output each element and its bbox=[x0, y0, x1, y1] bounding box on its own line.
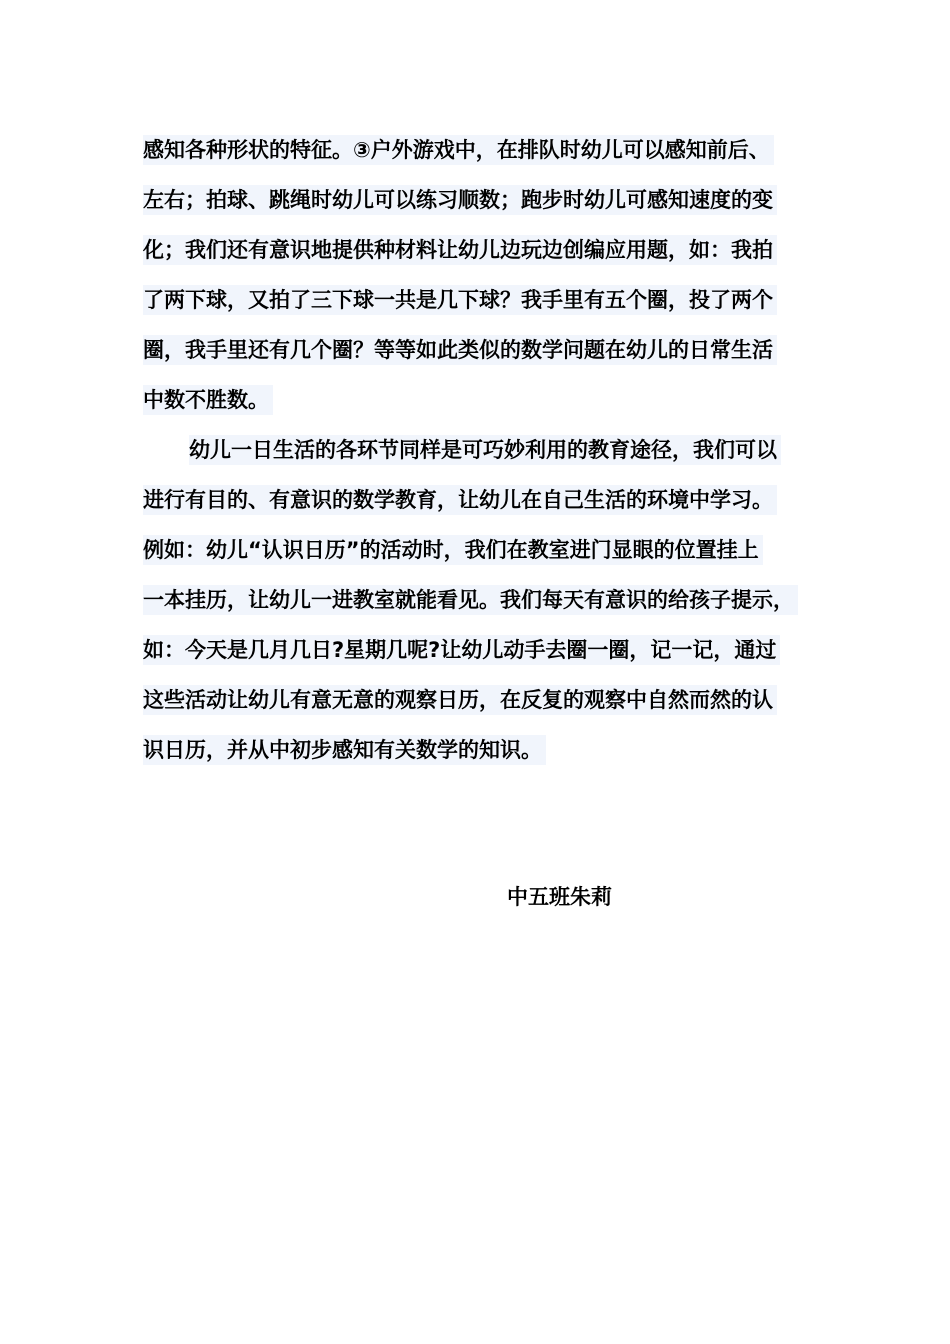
paragraph-2-line-4 bbox=[143, 578, 843, 628]
document-body bbox=[143, 128, 843, 778]
text-line: 如：今天是几月几日?星期几呢?让幼儿动手去圈一圈，记一记，通过 bbox=[143, 635, 780, 665]
paragraph-1-line-2 bbox=[143, 178, 843, 228]
text-line: 识日历，并从中初步感知有关数学的知识。 bbox=[143, 735, 546, 765]
paragraph-1-line-5 bbox=[143, 328, 843, 378]
paragraph-1-line-6 bbox=[143, 378, 843, 428]
paragraph-2-line-3 bbox=[143, 528, 843, 578]
text-line: 中数不胜数。 bbox=[143, 385, 273, 415]
text-line: 圈，我手里还有几个圈？等等如此类似的数学问题在幼儿的日常生活 bbox=[143, 335, 777, 365]
paragraph-2-line-5 bbox=[143, 628, 843, 678]
text-line: 进行有目的、有意识的数学教育，让幼儿在自己生活的环境中学习。 bbox=[143, 485, 777, 515]
text-line: 感知各种形状的特征。③户外游戏中，在排队时幼儿可以感知前后、 bbox=[143, 135, 774, 165]
text-line: 左右；拍球、跳绳时幼儿可以练习顺数；跑步时幼儿可感知速度的变 bbox=[143, 185, 777, 215]
paragraph-1-line-4 bbox=[143, 278, 843, 328]
paragraph-1-line-3 bbox=[143, 228, 843, 278]
text-line: 例如：幼儿“认识日历”的活动时，我们在教室进门显眼的位置挂上 bbox=[143, 535, 763, 565]
text-line: 了两下球，又拍了三下球一共是几下球？我手里有五个圈，投了两个 bbox=[143, 285, 777, 315]
text-line: 幼儿一日生活的各环节同样是可巧妙利用的教育途径，我们可以 bbox=[189, 435, 781, 465]
paragraph-2-line-1 bbox=[143, 428, 843, 478]
text-line: 这些活动让幼儿有意无意的观察日历，在反复的观察中自然而然的认 bbox=[143, 685, 777, 715]
paragraph-2-line-2 bbox=[143, 478, 843, 528]
text-line: 化；我们还有意识地提供种材料让幼儿边玩边创编应用题，如：我拍 bbox=[143, 235, 777, 265]
paragraph-2-line-7 bbox=[143, 728, 843, 778]
paragraph-2-line-6 bbox=[143, 678, 843, 728]
text-line: 一本挂历，让幼儿一进教室就能看见。我们每天有意识的给孩子提示， bbox=[143, 585, 798, 615]
paragraph-1-line-1 bbox=[143, 128, 843, 178]
author-signature: 中五班朱莉 bbox=[507, 885, 612, 909]
